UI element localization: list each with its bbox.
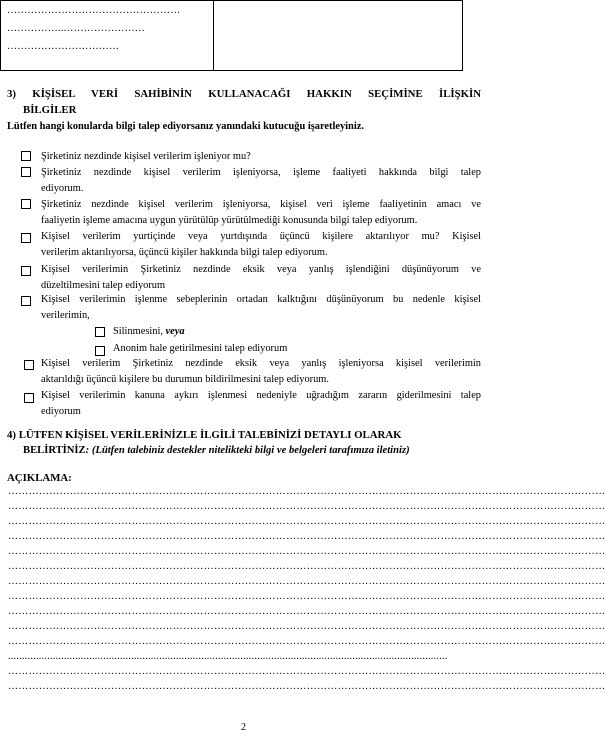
checkbox[interactable] xyxy=(24,393,34,403)
sub-option-label: Anonim hale getirilmesini talep ediyorum xyxy=(113,343,288,354)
dotted-line: ………………………………………………………………………………………………………………………………………………………… xyxy=(8,576,605,587)
option-label-cont: verilerim aktarılıyorsa, üçüncü kişiler hakkında bilgi talep ediyorum. xyxy=(41,247,328,258)
sub-option-text: Silinmesini, xyxy=(113,326,166,337)
aciklama-label: AÇIKLAMA: xyxy=(7,472,72,484)
checkbox[interactable] xyxy=(21,151,31,161)
dotted-line: ………………………………………………………………………………………………………………………………………………………… xyxy=(8,621,605,632)
dotted-line: ………………………………………………………………………………………………………………………………………………………… xyxy=(8,606,605,617)
dotted-line: ………………………………………………………………………………………………………………………………………………………… xyxy=(8,531,605,542)
option-label: Şirketiniz nezdinde kişisel verilerim işleniyorsa, kişisel veri işleme faaliyetinin amacı ve xyxy=(41,199,481,210)
option-label-cont: faaliyetin işleme amacına uygun yürütülüp yürütülmediği konusunda bilgi talep ediyorum. xyxy=(41,215,418,226)
option-label: Şirketiniz nezdinde kişisel verilerim işleniyor mu? xyxy=(41,151,251,162)
checkbox[interactable] xyxy=(24,360,34,370)
section4-heading-italic: : (Lütfen talebiniz destekler nitelikteki bilgi ve belgeleri tarafımıza iletiniz) xyxy=(85,445,410,456)
page-number: 2 xyxy=(241,722,246,733)
dotted-line: ……………..…………………… xyxy=(7,23,145,34)
sub-option-label xyxy=(113,326,185,337)
option-label: Kişisel verilerim yurtiçinde veya yurtdışında üçüncü kişilere aktarılıyor mu? Kişisel xyxy=(41,231,481,242)
section3-heading: 3) KİŞİSEL VERİ SAHİBİNİN KULLANACAĞI HAKKIN SEÇİMİNE İLİŞKİN xyxy=(7,88,481,100)
option-label: Kişisel verilerimin işlenme sebeplerinin ortadan kalktığını düşünüyorum bu nedenle kişisel xyxy=(41,294,481,305)
dotted-line: ………………………………………………………………………………………………………………………………………………………… xyxy=(8,561,605,572)
section3-instruction: Lütfen hangi konularda bilgi talep ediyorsanız yanındaki kutucuğu işaretleyiniz. xyxy=(7,121,364,132)
dotted-line: ………………………………………………………………………………………………………………………………………………………… xyxy=(8,681,605,692)
dotted-line: ………………………………………………………………………………………………………………………………………………………… xyxy=(8,501,605,512)
option-label: Kişisel verilerimin Şirketiniz nezdinde eksik veya yanlış işlendiğini düşünüyorum ve xyxy=(41,264,481,275)
option-label-cont: aktarıldığı üçüncü kişilere bu durumun bildirilmesini talep ediyorum. xyxy=(41,374,329,385)
dotted-line: ............................................................................................................................................................. xyxy=(8,651,448,662)
section4-heading-cont xyxy=(23,445,410,456)
top-table-box xyxy=(0,0,463,71)
dotted-line: ………………………………………………………………………………………………………………………………………………………… xyxy=(8,666,605,677)
option-label-cont: ediyorum. xyxy=(41,183,84,194)
checkbox[interactable] xyxy=(21,233,31,243)
sub-option-emph: veya xyxy=(165,326,185,337)
checkbox[interactable] xyxy=(21,167,31,177)
option-label: Kişisel verilerim Şirketiniz nezdinde eksik veya yanlış işleniyorsa kişisel verilerimin xyxy=(41,358,481,369)
checkbox[interactable] xyxy=(95,346,105,356)
checkbox[interactable] xyxy=(21,296,31,306)
option-label-cont: ediyorum xyxy=(41,406,81,417)
checkbox[interactable] xyxy=(95,327,105,337)
table-divider xyxy=(213,1,214,70)
section4-heading: 4) LÜTFEN KİŞİSEL VERİLERİNİZLE İLGİLİ TALEBİNİZİ DETAYLI OLARAK xyxy=(7,429,402,441)
option-label: Şirketiniz nezdinde kişisel verilerim işleniyorsa, işleme faaliyeti hakkında bilgi talep xyxy=(41,167,481,178)
dotted-line: ………………………………………………………………………………………………………………………………………………………… xyxy=(8,516,605,527)
option-label-cont: verilerimin, xyxy=(41,310,90,321)
option-label: Kişisel verilerimin kanuna aykırı işlenmesi nedeniyle uğradığım zararın giderilmesini talep xyxy=(41,390,481,401)
dotted-line: …………………………… xyxy=(7,41,120,52)
checkbox[interactable] xyxy=(21,266,31,276)
option-label-cont: düzeltilmesini talep ediyorum xyxy=(41,280,166,291)
dotted-line: ………………………………………………………………………………………………………………………………………………………… xyxy=(8,636,605,647)
section3-heading-cont: BİLGİLER xyxy=(23,104,77,116)
section4-heading-bold: BELİRTİNİZ xyxy=(23,445,86,456)
dotted-line: …………………………………………… xyxy=(7,5,181,16)
checkbox[interactable] xyxy=(21,199,31,209)
dotted-line: ………………………………………………………………………………………………………………………………………………………… xyxy=(8,546,605,557)
dotted-line: ………………………………………………………………………………………………………………………………………………………… xyxy=(8,486,605,497)
dotted-line: ………………………………………………………………………………………………………………………………………………………… xyxy=(8,591,605,602)
